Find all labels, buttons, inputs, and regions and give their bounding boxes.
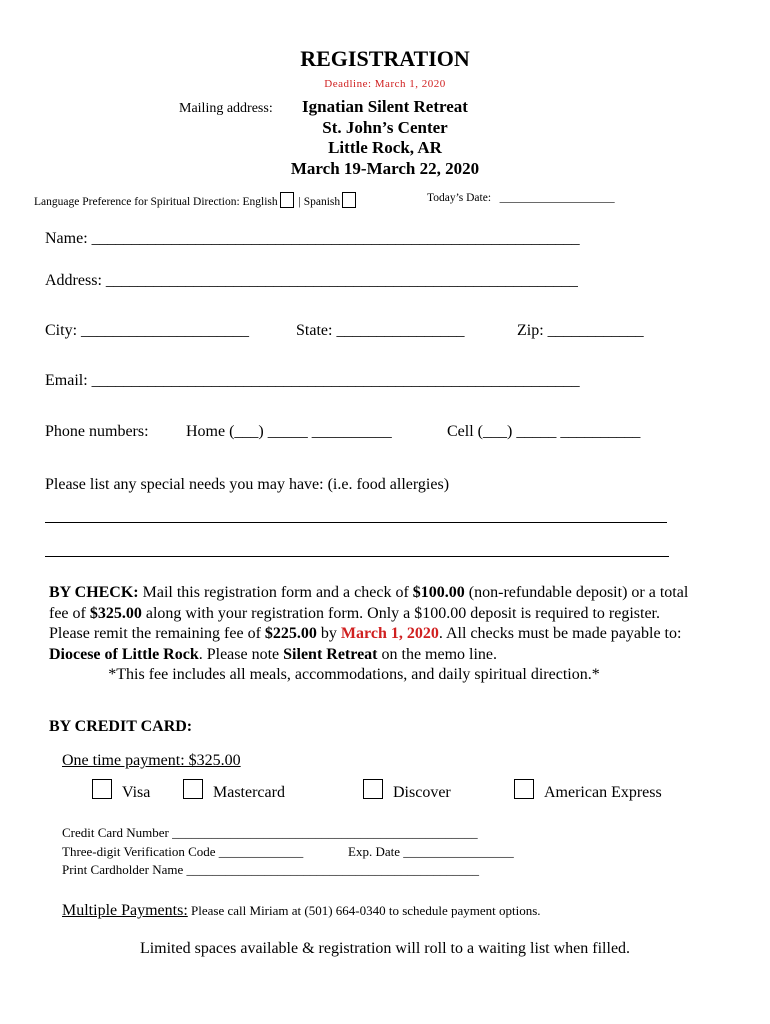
name-field[interactable]: Name: _____________________________________________________________ [45,230,580,247]
spanish-checkbox[interactable] [342,192,356,208]
amex-checkbox[interactable] [514,779,534,799]
mailing-address-label: Mailing address: [179,101,273,116]
page-title: REGISTRATION [300,46,470,71]
language-label: Language Preference for Spiritual Direction: English [34,196,278,208]
check-text: Mail this registration form and a check of [138,584,413,601]
address-line-city: Little Rock, AR [328,138,442,157]
phone-label: Phone numbers: [45,423,149,440]
due-date: March 1, 2020 [340,625,439,642]
card-option-amex[interactable] [514,779,662,802]
limited-spaces-note: Limited spaces available & registration will roll to a waiting list when filled. [139,940,631,957]
multiple-payments [62,902,541,920]
cell-phone-field[interactable]: Cell (___) _____ __________ [447,423,641,440]
address-line-dates: March 19-March 22, 2020 [290,158,480,178]
total-amount: $325.00 [89,604,142,622]
card-option-discover[interactable] [363,779,451,802]
check-text: . Please note [198,645,284,663]
deposit-amount: $100.00 [412,584,465,601]
check-payment-paragraph [49,583,699,686]
address-line-name: Ignatian Silent Retreat [302,97,468,116]
english-checkbox[interactable] [280,192,294,208]
check-text: (non-refundable deposit) or a total fee of [49,584,689,622]
address-field[interactable]: Address: ___________________________________________________________ [45,272,578,289]
mailing-address-block [270,97,500,179]
one-time-payment: One time payment: $325.00 [62,752,241,769]
multiple-payments-text: Please call Miriam at (501) 664-0340 to schedule payment options. [187,903,541,918]
credit-card-heading: BY CREDIT CARD: [49,718,193,735]
memo-text: Silent Retreat [283,645,378,663]
multiple-payments-label: Multiple Payments: [62,902,188,919]
todays-date-field[interactable]: ____________________ [499,192,615,204]
state-field[interactable]: State: ________________ [296,322,465,339]
remaining-amount: $225.00 [264,625,317,642]
deadline-text: Deadline: March 1, 2020 [324,78,446,90]
zip-field[interactable]: Zip: ____________ [517,322,644,339]
city-field[interactable]: City: _____________________ [45,322,250,339]
language-preference [34,192,358,208]
card-number-field[interactable]: Credit Card Number _______________________________________________ [62,825,478,840]
fee-note: *This fee includes all meals, accommodations, and daily spiritual direction.* [108,666,600,683]
cvv-field[interactable]: Three-digit Verification Code _____________ [62,844,304,859]
home-phone-field[interactable]: Home (___) _____ __________ [186,423,392,440]
address-line-center: St. John’s Center [322,117,448,137]
check-text: . All checks must be made payable to: [438,625,682,642]
amex-label: American Express [544,784,662,801]
todays-date [427,192,615,204]
todays-date-label: Today’s Date: [427,192,492,204]
discover-label: Discover [393,784,451,801]
card-option-mastercard[interactable] [183,779,285,802]
card-option-visa[interactable] [92,779,150,802]
spanish-label: | Spanish [298,196,341,208]
visa-label: Visa [122,784,151,801]
mastercard-label: Mastercard [213,784,285,801]
discover-checkbox[interactable] [363,779,383,799]
cardholder-name-field[interactable]: Print Cardholder Name _____________________________________________ [62,862,480,877]
email-field[interactable]: Email: _____________________________________________________________ [45,372,580,389]
check-text: by [316,625,341,642]
check-heading: BY CHECK: [49,584,139,601]
exp-date-field[interactable]: Exp. Date _________________ [348,844,514,859]
visa-checkbox[interactable] [92,779,112,799]
check-text: along with your registration form. Only a $100.00 deposit is required to register. Please remit the remaining fee of [49,604,660,642]
payee-name: Diocese of Little Rock [49,645,199,663]
special-needs-line-2[interactable] [45,556,669,557]
special-needs-line-1[interactable] [45,522,667,523]
mastercard-checkbox[interactable] [183,779,203,799]
check-text: on the memo line. [377,645,498,663]
special-needs-label: Please list any special needs you may have: (i.e. food allergies) [45,476,450,493]
